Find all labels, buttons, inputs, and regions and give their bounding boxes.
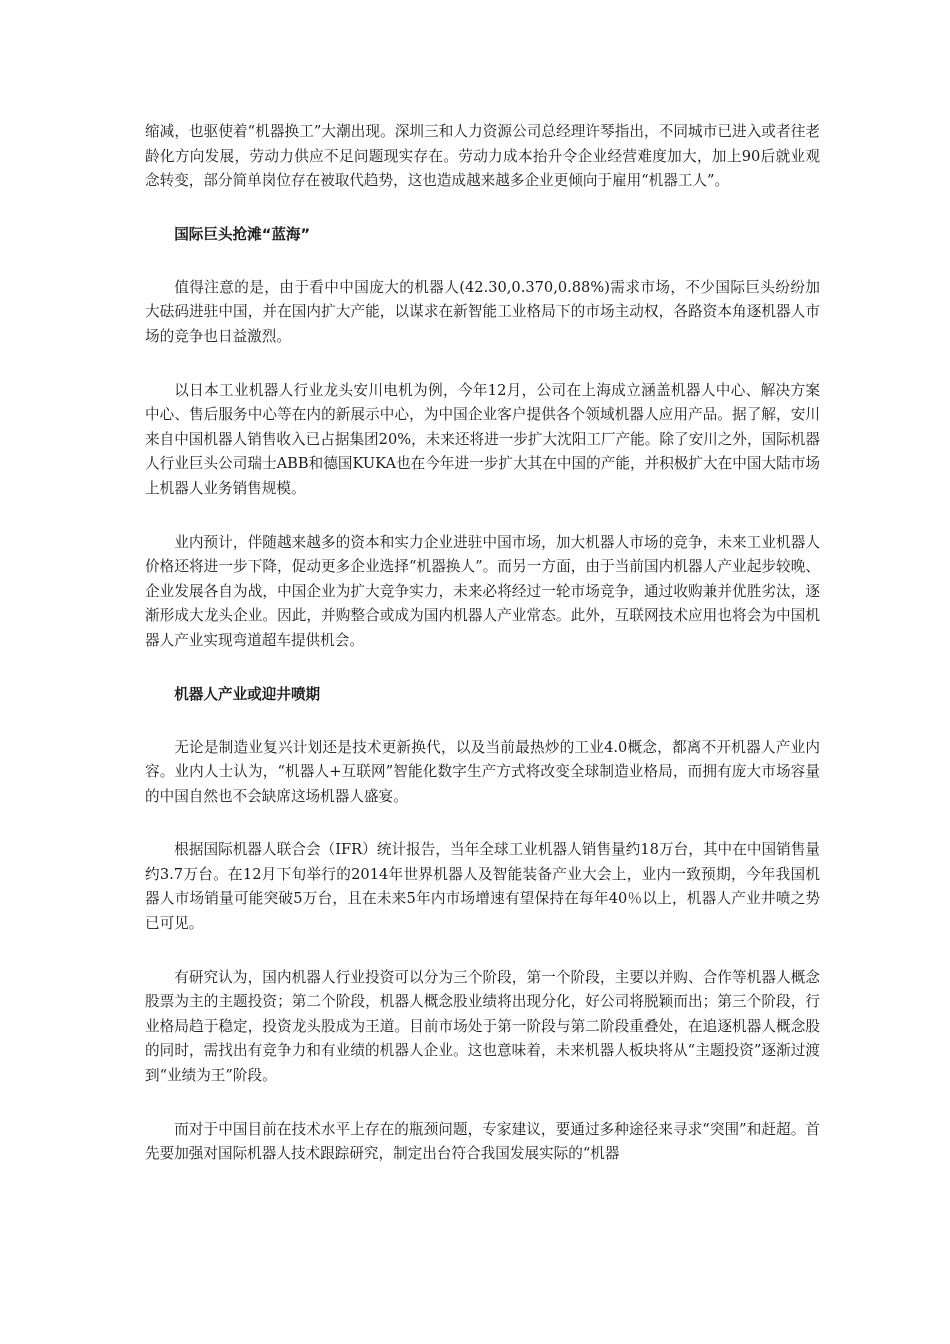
paragraph: 业内预计，伴随越来越多的资本和实力企业进驻中国市场，加大机器人市场的竞争，未来工业机器人价格还将进一步下降，促动更多企业选择“机器换人”。而另一方面，由于当前国内机器人产业起步较晚、企业发展各自为战，中国企业为扩大竞争实力，未来必将经过一轮市场竞争，通过收购兼并优胜劣汰，逐渐形成大龙头企业。因此，并购整合或成为国内机器人产业常态。此外，互联网技术应用也将会为中国机器人产业实现弯道超车提供机会。 — [145, 533, 820, 649]
paragraph: 值得注意的是，由于看中中国庞大的机器人(42.30,0.370,0.88%)需求市场，不少国际巨头纷纷加大砝码进驻中国，并在国内扩大产能，以谋求在新智能工业格局下的市场主动权，各路资本角逐机器人市场的竞争也日益激烈。 — [145, 278, 820, 345]
paragraph: 而对于中国目前在技术水平上存在的瓶颈问题，专家建议，要通过多种途径来寻求“突围”和赶超。首先要加强对国际机器人技术跟踪研究，制定出台符合我国发展实际的“机器 — [145, 1120, 820, 1163]
section-heading-robot-industry: 机器人产业或迎井喷期 — [174, 685, 321, 703]
document-page — [145, 120, 820, 1196]
section-heading-international-giants: 国际巨头抢滩“蓝海” — [174, 225, 311, 243]
paragraph-continued: 缩减，也驱使着“机器换工”大潮出现。深圳三和人力资源公司总经理许琴指出，不同城市已进入或者往老龄化方向发展，劳动力供应不足问题现实存在。劳动力成本抬升令企业经营难度加大，加上90后就业观念转变，部分简单岗位存在被取代趋势，这也造成越来越多企业更倾向于雇用“机器工人”。 — [145, 123, 820, 190]
paragraph: 根据国际机器人联合会（IFR）统计报告，当年全球工业机器人销售量约18万台，其中在中国销售量约3.7万台。在12月下旬举行的2014年世界机器人及智能装备产业大会上，业内一致预期，今年我国机器人市场销量可能突破5万台，且在未来5年内市场增速有望保持在每年40％以上，机器人产业井喷之势已可见。 — [145, 841, 820, 933]
paragraph: 无论是制造业复兴计划还是技术更新换代，以及当前最热炒的工业4.0概念，都离不开机器人产业内容。业内人士认为，“机器人+互联网”智能化数字生产方式将改变全球制造业格局，而拥有庞大市场容量的中国自然也不会缺席这场机器人盛宴。 — [145, 738, 820, 805]
paragraph: 以日本工业机器人行业龙头安川电机为例，今年12月，公司在上海成立涵盖机器人中心、解决方案中心、售后服务中心等在内的新展示中心，为中国企业客户提供各个领域机器人应用产品。据了解，安川来自中国机器人销售收入已占据集团20%，未来还将进一步扩大沈阳工厂产能。除了安川之外，国际机器人行业巨头公司瑞士ABB和德国KUKA也在今年进一步扩大其在中国的产能，并积极扩大在中国大陆市场上机器人业务销售规模。 — [145, 381, 820, 497]
paragraph: 有研究认为，国内机器人行业投资可以分为三个阶段，第一个阶段，主要以并购、合作等机器人概念股票为主的主题投资；第二个阶段，机器人概念股业绩将出现分化，好公司将脱颖而出；第三个阶段，行业格局趋于稳定，投资龙头股成为王道。目前市场处于第一阶段与第二阶段重叠处，在追逐机器人概念股的同时，需找出有竞争力和有业绩的机器人企业。这也意味着，未来机器人板块将从“主题投资”逐渐过渡到“业绩为王”阶段。 — [145, 968, 820, 1085]
